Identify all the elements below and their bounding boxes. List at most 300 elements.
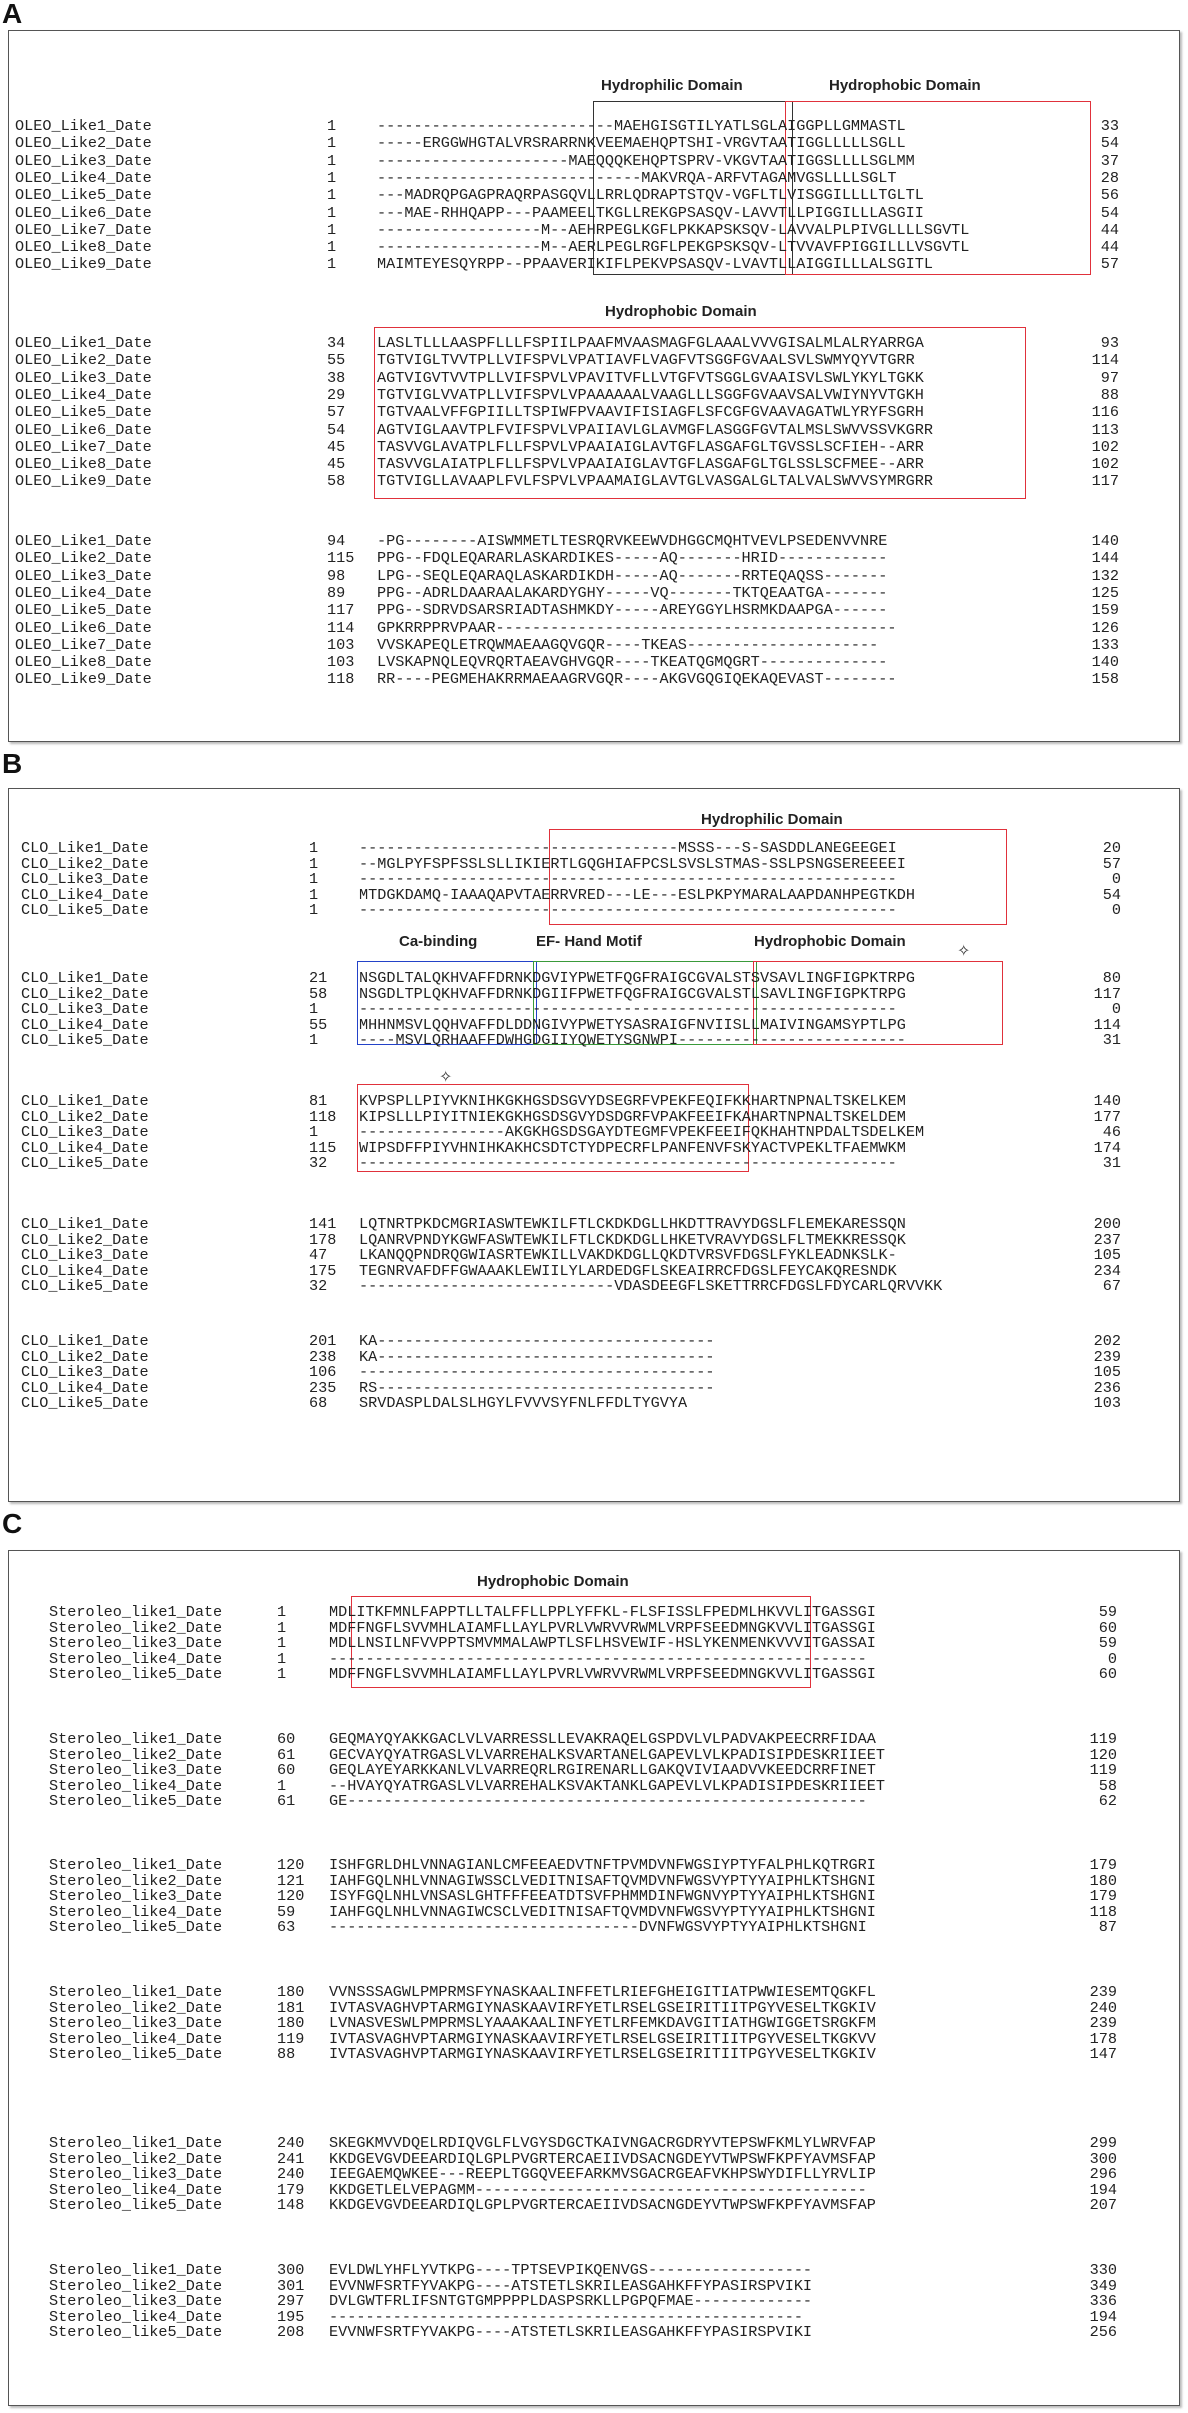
sequence-residues: VVSKAPEQLETRQWMAEAAGQVGQR----TKEAS--------------------- — [377, 635, 879, 654]
sequence-name: OLEO_Like8_Date — [15, 455, 152, 474]
end-position: 194 — [1089, 2307, 1117, 2326]
end-position: 28 — [1100, 168, 1119, 187]
ef-hand-motif-title: EF- Hand Motif — [536, 933, 642, 950]
sequence-name: CLO_Like1_Date — [21, 1215, 149, 1233]
end-position: 299 — [1089, 2134, 1117, 2152]
start-position: 175 — [309, 1261, 337, 1280]
start-position: 1 — [327, 203, 337, 222]
end-position: 60 — [1098, 1665, 1117, 1683]
start-position: 1 — [327, 117, 337, 135]
sequence-residues: ----MSVLQRHAAFFDWHGDGIIYQWETYSGNWPI------------------------- — [359, 1031, 906, 1049]
start-position: 1 — [277, 1649, 287, 1668]
sequence-residues: TEGNRVAFDFFGWAAAKLEWIILYLARDEDGFLSKEAIRRCFDGSLFEYCAKQRESNDK — [359, 1261, 897, 1280]
sequence-residues: KVPSPLLPIYVKNIHKGKHGSDSGVYDSEGRFVPEKFEQIFKKHARTNPNALTSKELKEM — [359, 1092, 906, 1110]
sequence-residues: LPG--SEQLEQARAQLASKARDIKDH-----AQ-------RRTEQAQSS------- — [377, 566, 888, 585]
end-position: 97 — [1100, 368, 1119, 387]
end-position: 62 — [1098, 1792, 1117, 1810]
end-position: 207 — [1089, 2196, 1117, 2214]
end-position: 59 — [1098, 1634, 1117, 1652]
end-position: 0 — [1111, 1000, 1121, 1018]
end-position: 300 — [1089, 2149, 1117, 2168]
sequence-residues: MDLITKFMNLFAPPTLLTALFFLLPPLYFFKL-FLSFISSLFPEDMLHKVVLITGASSGI — [329, 1603, 876, 1621]
sequence-residues: IAHFGQLNHLVNNAGIWCSCLVEDITNISAFTQVMDVNFWGSVYPTYYAIPHLKTSHGNI — [329, 1902, 876, 1921]
sequence-name: CLO_Like2_Date — [21, 1347, 149, 1366]
sequence-residues: LQTNRTPKDCMGRIASWTEWKILFTLCKDKDGLLHKDTTRAVYDGSLFLEMEKARESSQN — [359, 1215, 906, 1233]
sequence-name: Steroleo_like3_Date — [49, 2165, 223, 2183]
sequence-residues: TGTVIGLVVATPLLVIFSPVLVPAAAAAALVAAGLLLSGGFGVAAVSALVWIYNYVTGKH — [377, 385, 924, 404]
sequence-residues: ----------------AKGKHGSDSGAYDTEGMFVPEKFEEIFQKHAHTNPDALTSDELKEM — [359, 1123, 925, 1141]
start-position: 1 — [327, 168, 337, 187]
start-position: 1 — [309, 1123, 319, 1141]
sequence-name: CLO_Like4_Date — [21, 1015, 149, 1034]
start-position: 103 — [327, 635, 355, 654]
sequence-name: OLEO_Like3_Date — [15, 368, 152, 387]
sequence-name: Steroleo_like3_Date — [49, 1761, 223, 1779]
end-position: 44 — [1100, 220, 1119, 239]
end-position: 119 — [1089, 1730, 1117, 1748]
end-position: 37 — [1100, 151, 1119, 170]
sequence-name: CLO_Like5_Date — [21, 1031, 149, 1049]
sequence-name: OLEO_Like5_Date — [15, 186, 152, 205]
end-position: 103 — [1093, 1394, 1121, 1412]
end-position: 200 — [1093, 1215, 1121, 1233]
sequence-name: OLEO_Like5_Date — [15, 403, 152, 422]
sequence-residues: KA------------------------------------- — [359, 1332, 715, 1350]
end-position: 133 — [1091, 635, 1119, 654]
sequence-name: CLO_Like1_Date — [21, 969, 149, 987]
start-position: 118 — [327, 670, 355, 689]
sequence-residues: EVVNWFSRTFYVAKPG----ATSTETLSKRILEASGAHKFFYPASIRSPVIKI — [329, 2276, 813, 2295]
sequence-name: CLO_Like5_Date — [21, 1154, 149, 1172]
panel-b-label: B — [2, 748, 23, 779]
start-position: 98 — [327, 566, 346, 585]
start-position: 68 — [309, 1394, 328, 1412]
start-position: 208 — [277, 2323, 305, 2341]
end-position: 158 — [1091, 670, 1119, 689]
start-position: 1 — [309, 1000, 319, 1018]
start-position: 1 — [327, 255, 337, 274]
sequence-name: Steroleo_like2_Date — [49, 2276, 223, 2295]
sequence-residues: TGTVIGLLAVAAPLFVLFSPVLVPAAMAIGLAVTGLVASGALGLTALVALSWVVSYMRGRR — [377, 472, 933, 491]
sequence-residues: -----------------------------------MSSS---S-SASDDLANEGEEGEI — [359, 839, 897, 857]
sequence-name: Steroleo_like3_Date — [49, 2014, 223, 2032]
start-position: 180 — [277, 2014, 305, 2032]
hydrophilic-domain-title: Hydrophilic Domain — [701, 811, 843, 828]
end-position: 336 — [1089, 2292, 1117, 2310]
sequence-name: Steroleo_like4_Date — [49, 1649, 223, 1668]
start-position: 29 — [327, 385, 346, 404]
sequence-name: Steroleo_like2_Date — [49, 1998, 223, 2017]
sequence-name: OLEO_Like1_Date — [15, 117, 152, 135]
end-position: 239 — [1089, 1983, 1117, 2001]
end-position: 174 — [1093, 1138, 1121, 1157]
end-position: 239 — [1089, 2014, 1117, 2032]
start-position: 32 — [309, 1277, 328, 1295]
sequence-residues: LKANQQPNDRQGWIASRTEWKILLVAKDKDGLLQKDTVRSVFDGSLFYKLEADNKSLK- — [359, 1246, 897, 1264]
end-position: 44 — [1100, 238, 1119, 257]
sequence-name: OLEO_Like4_Date — [15, 385, 152, 404]
sequence-name: Steroleo_like3_Date — [49, 2292, 223, 2310]
sequence-name: CLO_Like4_Date — [21, 1138, 149, 1157]
sequence-residues: TASVVGLAIATPLFLLFSPVLVPAAIAIGLAVTGFLASGAFGLTGLSSLSCFMEE--ARR — [377, 455, 924, 474]
start-position: 1 — [309, 839, 319, 857]
start-position: 45 — [327, 437, 346, 456]
start-position: 118 — [309, 1107, 337, 1126]
end-position: 93 — [1100, 334, 1119, 352]
end-position: 87 — [1098, 1918, 1117, 1936]
hydrophilic-domain-title: Hydrophilic Domain — [601, 77, 743, 94]
sequence-name: Steroleo_like2_Date — [49, 1618, 223, 1637]
sequence-residues: GEQLAYEYARKKANLVLVARREQRLRGIRENARLLGAKQVIVIAADVVKEEDCRRFINET — [329, 1761, 876, 1779]
start-position: 1 — [309, 854, 319, 873]
sequence-name: CLO_Like4_Date — [21, 1378, 149, 1397]
sequence-name: OLEO_Like2_Date — [15, 134, 152, 153]
sequence-residues: ----------------------------------------------------------- — [359, 1154, 897, 1172]
sequence-name: Steroleo_like5_Date — [49, 2045, 223, 2063]
end-position: 114 — [1091, 351, 1119, 370]
sequence-name: OLEO_Like9_Date — [15, 670, 152, 689]
end-position: 256 — [1089, 2323, 1117, 2341]
end-position: 60 — [1098, 1618, 1117, 1637]
sequence-residues: --------------------------------------- — [359, 1363, 715, 1381]
start-position: 60 — [277, 1730, 296, 1748]
sequence-name: OLEO_Like9_Date — [15, 472, 152, 491]
start-position: 61 — [277, 1745, 296, 1764]
end-position: 330 — [1089, 2261, 1117, 2279]
start-position: 141 — [309, 1215, 337, 1233]
start-position: 103 — [327, 653, 355, 672]
sequence-residues: -PG--------AISWMMETLTESRQRVKEEWVDHGGCMQHTVEVLPSEDENVVNRE — [377, 532, 888, 550]
hydrophobic-domain-title: Hydrophobic Domain — [829, 77, 981, 94]
start-position: 106 — [309, 1363, 337, 1381]
start-position: 195 — [277, 2307, 305, 2326]
end-position: 177 — [1093, 1107, 1121, 1126]
end-position: 105 — [1093, 1246, 1121, 1264]
sequence-residues: MHHNMSVLQQHVAFFDLDDNGIVYPWETYSASRAIGFNVIISLLMAIVINGAMSYPTLPG — [359, 1015, 906, 1034]
sequence-name: Steroleo_like3_Date — [49, 1887, 223, 1905]
sequence-name: OLEO_Like7_Date — [15, 437, 152, 456]
sequence-residues: TGTVIGLTVVTPLLVIFSPVLVPATIAVFLVAGFVTSGGFGVAALSVLSWMYQYVTGRR — [377, 351, 915, 370]
sequence-residues: ----------------------------------------------------------- — [359, 901, 897, 919]
end-position: 88 — [1100, 385, 1119, 404]
start-position: 21 — [309, 969, 328, 987]
sequence-name: Steroleo_like3_Date — [49, 1634, 223, 1652]
start-position: 301 — [277, 2276, 305, 2295]
end-position: 31 — [1102, 1031, 1121, 1049]
sequence-residues: LASLTLLLAASPFLLLFSPIILPAAFMVAASMAGFGLAAALVVVGISALMLALRYARRGA — [377, 334, 924, 352]
end-position: 179 — [1089, 1887, 1117, 1905]
end-position: 179 — [1089, 1856, 1117, 1874]
end-position: 234 — [1093, 1261, 1121, 1280]
sequence-name: CLO_Like4_Date — [21, 1261, 149, 1280]
sequence-residues: ----------------------------------DVNFWGSVYPTYYAIPHLKTSHGNI — [329, 1918, 867, 1936]
sequence-name: Steroleo_like2_Date — [49, 1871, 223, 1890]
sequence-residues: IVTASVAGHVPTARMGIYNASKAAVIRFYETLRSELGSEIRITIITPGYVESELTKGKIV — [329, 2045, 876, 2063]
sequence-residues: --MGLPYFSPFSSLSLLIKIERTLGQGHIAFPCSLSVSLSTMAS-SSLPSNGSEREEEEI — [359, 854, 906, 873]
end-position: 54 — [1102, 885, 1121, 904]
sequence-name: OLEO_Like3_Date — [15, 151, 152, 170]
end-position: 80 — [1102, 969, 1121, 987]
sequence-residues: MDFFNGFLSVVMHLAIAMFLLAYLPVRLVWRVVRWMLVRPFSEEDMNGKVVLITGASSGI — [329, 1618, 876, 1637]
sequence-name: Steroleo_like2_Date — [49, 1745, 223, 1764]
sequence-name: Steroleo_like4_Date — [49, 2307, 223, 2326]
sequence-name: OLEO_Like1_Date — [15, 532, 152, 550]
sequence-residues: TASVVGLAVATPLFLLFSPVLVPAAIAIGLAVTGFLASGAFGLTGVSSLSCFIEH--ARR — [377, 437, 924, 456]
sequence-name: CLO_Like1_Date — [21, 1092, 149, 1110]
sequence-residues: ------------------M--AERLPEGLRGFLPEKGPSKSQV-LTVVAVFPIGGILLLVSGVTL — [377, 238, 970, 257]
start-position: 58 — [309, 984, 328, 1003]
start-position: 63 — [277, 1918, 296, 1936]
hydrophobic-domain-title: Hydrophobic Domain — [477, 1573, 629, 1590]
start-position: 180 — [277, 1983, 305, 2001]
end-position: 113 — [1091, 420, 1119, 439]
sequence-name: Steroleo_like5_Date — [49, 1792, 223, 1810]
end-position: 237 — [1093, 1230, 1121, 1249]
sequence-name: Steroleo_like1_Date — [49, 1730, 223, 1748]
sequence-residues: KKDGEVGVDEEARDIQLGPLPVGRTERCAEIIVDSACNGDEYVTWPSWFKPFYAVMSFAP — [329, 2196, 876, 2214]
start-position: 240 — [277, 2165, 305, 2183]
end-position: 0 — [1111, 901, 1121, 919]
hydrophobic-domain-title: Hydrophobic Domain — [605, 303, 757, 320]
start-position: 94 — [327, 532, 346, 550]
sparkle-icon: ✧ — [439, 1067, 453, 1086]
sequence-name: OLEO_Like4_Date — [15, 168, 152, 187]
start-position: 57 — [327, 403, 346, 422]
start-position: 238 — [309, 1347, 337, 1366]
start-position: 115 — [309, 1138, 337, 1157]
sequence-name: OLEO_Like3_Date — [15, 566, 152, 585]
sequence-name: OLEO_Like1_Date — [15, 334, 152, 352]
start-position: 1 — [327, 151, 337, 170]
start-position: 235 — [309, 1378, 337, 1397]
sequence-name: Steroleo_like4_Date — [49, 1776, 223, 1795]
sequence-name: Steroleo_like4_Date — [49, 2029, 223, 2048]
sequence-name: CLO_Like3_Date — [21, 1246, 149, 1264]
end-position: 67 — [1102, 1277, 1121, 1295]
end-position: 239 — [1093, 1347, 1121, 1366]
end-position: 0 — [1111, 870, 1121, 888]
sequence-name: CLO_Like3_Date — [21, 1000, 149, 1018]
start-position: 54 — [327, 420, 346, 439]
end-position: 178 — [1089, 2029, 1117, 2048]
sequence-name: Steroleo_like1_Date — [49, 2134, 223, 2152]
start-position: 81 — [309, 1092, 328, 1110]
sequence-residues: IAHFGQLNHLVNNAGIWSSCLVEDITNISAFTQVMDVNFWGSVYPTYYAIPHLKTSHGNI — [329, 1871, 876, 1890]
start-position: 32 — [309, 1154, 328, 1172]
end-position: 117 — [1091, 472, 1119, 491]
end-position: 120 — [1089, 1745, 1117, 1764]
sequence-name: OLEO_Like7_Date — [15, 220, 152, 239]
start-position: 114 — [327, 618, 355, 637]
sequence-residues: SRVDASPLDALSLHGYLFVVVSYFNLFFDLTYGVYA — [359, 1394, 688, 1412]
end-position: 140 — [1093, 1092, 1121, 1110]
start-position: 1 — [327, 238, 337, 257]
start-position: 59 — [277, 1902, 296, 1921]
sequence-residues: AGTVIGVTVVTPLLVIFSPVLVPAVITVFLLVTGFVTSGGLGVAAISVLSWLYKYLTGKK — [377, 368, 924, 387]
sequence-residues: NSGDLTPLQKHVAFFDRNKDGIIFPWETFQGFRAIGCGVALSTLSAVLINGFIGPKTRPG — [359, 984, 906, 1003]
start-position: 120 — [277, 1887, 305, 1905]
sequence-residues: IEEGAEMQWKEE---REEPLTGGQVEEFARKMVSGACRGEAFVKHPSWYDIFLLYRVLIP — [329, 2165, 876, 2183]
end-position: 349 — [1089, 2276, 1117, 2295]
end-position: 296 — [1089, 2165, 1117, 2183]
start-position: 121 — [277, 1871, 305, 1890]
start-position: 1 — [309, 1031, 319, 1049]
start-position: 1 — [309, 901, 319, 919]
start-position: 60 — [277, 1761, 296, 1779]
sequence-residues: ---------------------------------------------------- — [329, 2307, 803, 2326]
sequence-name: Steroleo_like5_Date — [49, 1918, 223, 1936]
sequence-residues: VVNSSSAGWLPMPRMSFYNASKAALINFFETLRIEFGHEIGITIATPWWIESEMTQGKFL — [329, 1983, 876, 2001]
start-position: 148 — [277, 2196, 305, 2214]
ca-binding-title: Ca-binding — [399, 933, 478, 950]
sequence-residues: MAIMTEYESQYRPP--PPAAVERIKIFLPEKVPSASQV-LVAVTLLAIGGILLLALSGITL — [377, 255, 933, 274]
sequence-residues: MDLLNSILNFVVPPTSMVMMALAWPTLSFLHSVEWIF-HSLYKENMENKVVVITGASSAI — [329, 1634, 876, 1652]
sequence-residues: KIPSLLLPIYITNIEKGKHGSDSGVYDSDGRFVPAKFEEIFKAHARTNPNALTSKELDEM — [359, 1107, 906, 1126]
start-position: 241 — [277, 2149, 305, 2168]
start-position: 55 — [309, 1015, 328, 1034]
end-position: 118 — [1089, 1902, 1117, 1921]
panel-c-label: C — [2, 1508, 23, 1539]
sequence-residues: RR----PEGMEHAKRRMAEAAGRVGQR----AKGVGQGIQEKAQEVAST-------- — [377, 670, 897, 689]
sequence-residues: --HVAYQYATRGASLVLVARREHALKSVAKTANKLGAPEVLVLKPADISIPDESKRIIEET — [329, 1776, 885, 1795]
end-position: 59 — [1098, 1603, 1117, 1621]
panel-a-label: A — [2, 0, 23, 29]
end-position: 140 — [1091, 532, 1119, 550]
end-position: 54 — [1100, 134, 1119, 153]
sequence-residues: MDFFNGFLSVVMHLAIAMFLLAYLPVRLVWRVVRWMLVRPFSEEDMNGKVVLITGASSGI — [329, 1665, 876, 1683]
sequence-residues: LVSKAPNQLEQVRQRTAEAVGHVGQR----TKEATQGMQGRT-------------- — [377, 653, 888, 672]
start-position: 47 — [309, 1246, 328, 1264]
start-position: 297 — [277, 2292, 305, 2310]
sequence-name: CLO_Like1_Date — [21, 839, 149, 857]
sequence-residues: ---------------------MAEQQQKEHQPTSPRV-VKGVTAATIGGSLLLLSGLMM — [377, 151, 915, 170]
end-position: 202 — [1093, 1332, 1121, 1350]
end-position: 0 — [1107, 1649, 1117, 1668]
sequence-residues: -----------------------------MAKVRQA-ARFVTAGAMVGSLLLLSGLT — [377, 168, 897, 187]
sequence-name: Steroleo_like5_Date — [49, 2196, 223, 2214]
start-position: 240 — [277, 2134, 305, 2152]
sequence-residues: ----------------------------------------------------------- — [359, 870, 897, 888]
end-position: 46 — [1102, 1123, 1121, 1141]
end-position: 180 — [1089, 1871, 1117, 1890]
sequence-residues: GE--------------------------------------------------------- — [329, 1792, 867, 1810]
start-position: 1 — [327, 186, 337, 205]
sequence-name: OLEO_Like6_Date — [15, 203, 152, 222]
start-position: 34 — [327, 334, 346, 352]
start-position: 1 — [327, 220, 337, 239]
sequence-residues: SKEGKMVVDQELRDIQVGLFLVGYSDGCTKAIVNGACRGDRYVTEPSWFKMLYLWRVFAP — [329, 2134, 876, 2152]
sequence-residues: KA------------------------------------- — [359, 1347, 715, 1366]
sequence-name: OLEO_Like4_Date — [15, 583, 152, 602]
end-position: 194 — [1089, 2180, 1117, 2199]
start-position: 117 — [327, 601, 355, 620]
end-position: 132 — [1091, 566, 1119, 585]
panel-b — [8, 788, 1180, 1502]
sequence-name: CLO_Like1_Date — [21, 1332, 149, 1350]
sequence-residues: EVLDWLYHFLYVTKPG----TPTSEVPIKQENVGS------------------ — [329, 2261, 813, 2279]
start-position: 300 — [277, 2261, 305, 2279]
start-position: 181 — [277, 1998, 305, 2017]
sequence-residues: MTDGKDAMQ-IAAAQAPVTAERRVRED---LE---ESLPKPYMARALAAPDANHPEGTKDH — [359, 885, 915, 904]
start-position: 178 — [309, 1230, 337, 1249]
sequence-residues: ---MAE-RHHQAPP---PAAMEELTKGLLREKGPSASQV-LAVVTLLPIGGILLLASGII — [377, 203, 924, 222]
sequence-name: OLEO_Like8_Date — [15, 238, 152, 257]
sequence-residues: EVVNWFSRTFYVAKPG----ATSTETLSKRILEASGAHKFFYPASIRSPVIKI — [329, 2323, 813, 2341]
end-position: 57 — [1100, 255, 1119, 274]
end-position: 140 — [1091, 653, 1119, 672]
start-position: 61 — [277, 1792, 296, 1810]
end-position: 116 — [1091, 403, 1119, 422]
sequence-residues: ISYFGQLNHLVNSASLGHTFFFEEATDTSVFPHMMDINFWGNVYPTYYAIPHLKTSHGNI — [329, 1887, 876, 1905]
sequence-name: OLEO_Like2_Date — [15, 549, 152, 568]
sequence-residues: GPKRRPPRVPAAR-------------------------------------------- — [377, 618, 897, 637]
sequence-name: Steroleo_like5_Date — [49, 1665, 223, 1683]
sequence-residues: TGTVAALVFFGPIILLTSPIWFPVAAVIFISIAGFLSFCGFGVAAVAGATWLYRYFSGRH — [377, 403, 924, 422]
end-position: 144 — [1091, 549, 1119, 568]
start-position: 119 — [277, 2029, 305, 2048]
start-position: 45 — [327, 455, 346, 474]
start-position: 55 — [327, 351, 346, 370]
sparkle-icon: ✧ — [957, 941, 971, 960]
sequence-name: Steroleo_like4_Date — [49, 2180, 223, 2199]
end-position: 147 — [1089, 2045, 1117, 2063]
start-position: 58 — [327, 472, 346, 491]
start-position: 1 — [327, 134, 337, 153]
end-position: 117 — [1093, 984, 1121, 1003]
sequence-residues: RS------------------------------------- — [359, 1378, 715, 1397]
start-position: 1 — [309, 870, 319, 888]
start-position: 1 — [277, 1634, 287, 1652]
sequence-name: CLO_Like3_Date — [21, 1363, 149, 1381]
end-position: 125 — [1091, 583, 1119, 602]
start-position: 1 — [277, 1665, 287, 1683]
sequence-name: CLO_Like2_Date — [21, 854, 149, 873]
end-position: 236 — [1093, 1378, 1121, 1397]
panel-a — [8, 30, 1180, 742]
sequence-residues: IVTASVAGHVPTARMGIYNASKAAVIRFYETLRSELGSEIRITIITPGYVESELTKGKIV — [329, 1998, 876, 2017]
sequence-name: CLO_Like4_Date — [21, 885, 149, 904]
sequence-name: Steroleo_like5_Date — [49, 2323, 223, 2341]
sequence-residues: IVTASVAGHVPTARMGIYNASKAAVIRFYETLRSELGSEIRITIITPGYVESELTKGKVV — [329, 2029, 876, 2048]
sequence-name: OLEO_Like6_Date — [15, 420, 152, 439]
start-position: 120 — [277, 1856, 305, 1874]
panel-c — [8, 1550, 1180, 2406]
sequence-name: OLEO_Like2_Date — [15, 351, 152, 370]
end-position: 126 — [1091, 618, 1119, 637]
end-position: 20 — [1102, 839, 1121, 857]
sequence-residues: KKDGETLELVEPAGMM------------------------------------------- — [329, 2180, 867, 2199]
sequence-residues: WIPSDFFPIYVHNIHKAKHCSDTCTYDPECRFLPANFENVFSKYACTVPEKLTFAEMWKM — [359, 1138, 906, 1157]
start-position: 179 — [277, 2180, 305, 2199]
sequence-name: CLO_Like3_Date — [21, 870, 149, 888]
start-position: 88 — [277, 2045, 296, 2063]
sequence-name: OLEO_Like6_Date — [15, 618, 152, 637]
sequence-name: CLO_Like5_Date — [21, 901, 149, 919]
sequence-residues: NSGDLTALQKHVAFFDRNKDGVIYPWETFQGFRAIGCGVALSTSVSAVLINGFIGPKTRPG — [359, 969, 915, 987]
end-position: 54 — [1100, 203, 1119, 222]
sequence-residues: GECVAYQYATRGASLVLVARREHALKSVARTANELGAPEVLVLKPADISIPDESKRIIEET — [329, 1745, 885, 1764]
end-position: 114 — [1093, 1015, 1121, 1034]
sequence-residues: PPG--ADRLDAARAALAKARDYGHY-----VQ-------TKTQEAATGA------- — [377, 583, 888, 602]
sequence-residues: DVLGWTFRLIFSNTGTGMPPPPLDASPSRKLLPGPQFMAE------------- — [329, 2292, 813, 2310]
end-position: 240 — [1089, 1998, 1117, 2017]
sequence-residues: ---MADRQPGAGPRAQRPASGQVLLRRLQDRAPTSTQV-VGFLTLVISGGILLLLTGLTL — [377, 186, 924, 205]
start-position: 1 — [277, 1776, 287, 1795]
end-position: 31 — [1102, 1154, 1121, 1172]
start-position: 1 — [309, 885, 319, 904]
sequence-residues: KKDGEVGVDEEARDIQLGPLPVGRTERCAEIIVDSACNGDEYVTWPSWFKPFYAVMSFAP — [329, 2149, 876, 2168]
start-position: 201 — [309, 1332, 337, 1350]
